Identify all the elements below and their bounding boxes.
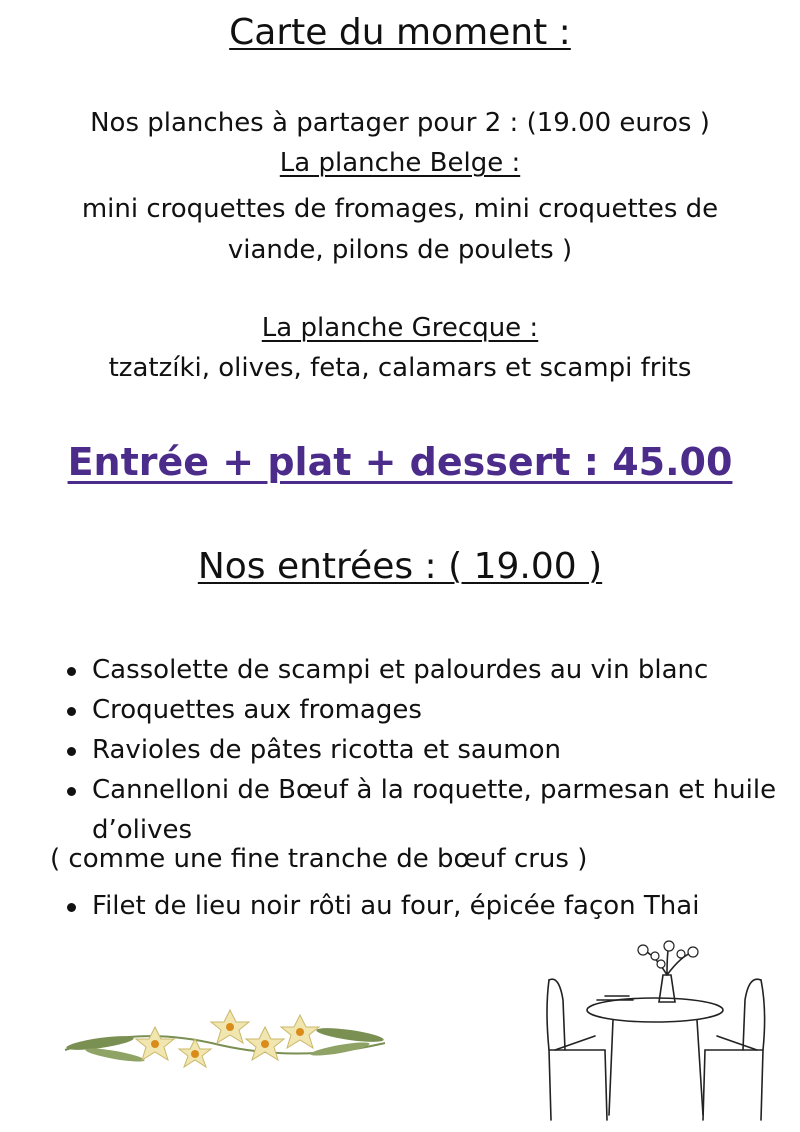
entrees-title: Nos entrées : ( 19.00 ) [197,546,603,587]
entrees-list [40,650,800,850]
list-item: Croquettes aux fromages [92,690,800,730]
list-item: Cannelloni de Bœuf à la roquette, parmesan et huile d’olives [92,770,800,850]
floral-garland-icon [60,1005,390,1080]
page-title: Carte du moment : [229,12,571,53]
formule-text: Entrée + plat + dessert : 45.00 [67,440,733,484]
entrees-note: ( comme une fine tranche de bœuf crus ) [50,844,588,874]
planche-grecque-title: La planche Grecque : [261,313,539,343]
planche-belge-description: mini croquettes de fromages, mini croquettes de viande, pilons de poulets ) [81,194,719,265]
list-item: Filet de lieu noir rôti au four, épicée façon Thai [92,886,800,926]
planche-belge-title: La planche Belge : [279,148,521,178]
entrees-list-continued [40,886,800,926]
list-item: Ravioles de pâtes ricotta et saumon [92,730,800,770]
planches-intro: Nos planches à partager pour 2 : (19.00 euros ) [90,108,710,138]
planche-grecque-description: tzatzíki, olives, feta, calamars et scampi frits [108,353,692,383]
bistro-table-icon [535,940,775,1125]
list-item: Cassolette de scampi et palourdes au vin blanc [92,650,800,690]
formule-heading [0,440,800,484]
